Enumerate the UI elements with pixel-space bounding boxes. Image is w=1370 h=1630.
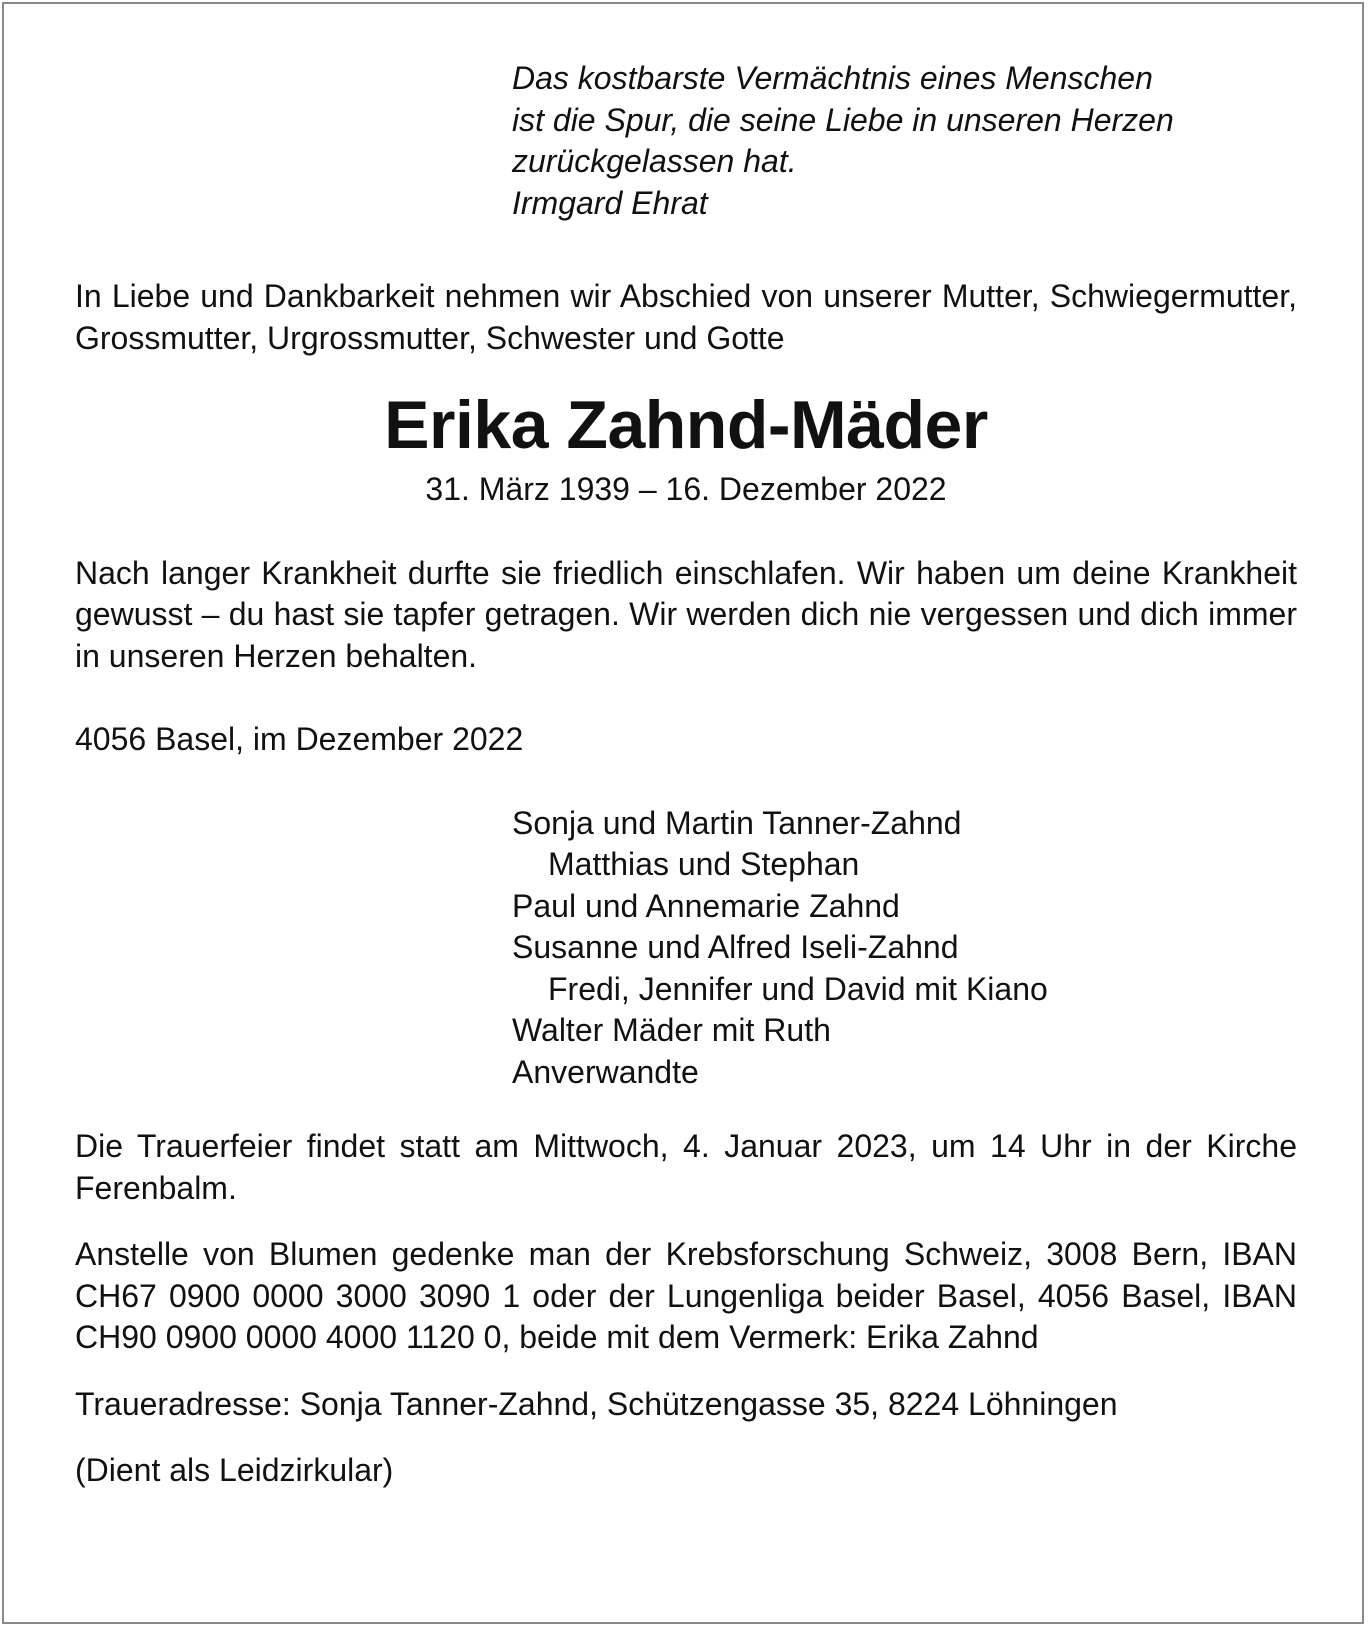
- quote-line: zurückgelassen hat.: [512, 143, 797, 179]
- family-member: Paul und Annemarie Zahnd: [512, 887, 900, 924]
- obituary-notice: [75, 58, 1297, 1492]
- circular-note: (Dient als Leidzirkular): [75, 1452, 394, 1488]
- family-member: Anverwandte: [512, 1053, 699, 1090]
- quote-author: Irmgard Ehrat: [512, 184, 708, 221]
- farewell-message: Nach langer Krankheit durfte sie friedlich einschlafen. Wir haben um deine Krankheit gewusst – du hast sie tapfer getragen. Wir werden dich nie vergessen und dich immer in unseren Herzen behalten.: [75, 554, 1297, 674]
- intro-paragraph: In Liebe und Dankbarkeit nehmen wir Abschied von unserer Mutter, Schwiegermutter, Grossmutter, Urgrossmutter, Schwester und Gotte: [75, 278, 1297, 356]
- donation-info: Anstelle von Blumen gedenke man der Krebsforschung Schweiz, 3008 Bern, IBAN CH67 0900 0000 3000 3090 1 oder der Lungenliga beider Basel, 4056 Basel, IBAN CH90 0900 0000 4000 1120 0, beide mit dem Vermerk: Erika Zahnd: [75, 1236, 1297, 1355]
- family-member: Susanne und Alfred Iseli-Zahnd: [512, 929, 959, 965]
- place-date: 4056 Basel, im Dezember 2022: [75, 721, 524, 757]
- life-dates: 31. März 1939 – 16. Dezember 2022: [425, 471, 947, 507]
- family-member: Sonja und Martin Tanner-Zahnd: [512, 804, 962, 841]
- family-member: Fredi, Jennifer und David mit Kiano: [548, 970, 1048, 1007]
- family-list: [512, 803, 1297, 1094]
- mourning-address: Traueradresse: Sonja Tanner-Zahnd, Schützengasse 35, 8224 Löhningen: [75, 1385, 1118, 1422]
- family-member: Walter Mäder mit Ruth: [512, 1012, 831, 1048]
- quote-line: Das kostbarste Vermächtnis eines Menschen: [512, 60, 1153, 96]
- family-member: Matthias und Stephan: [548, 846, 860, 882]
- deceased-name: Erika Zahnd-Mäder: [384, 387, 988, 463]
- memorial-quote: [512, 58, 1297, 224]
- ceremony-info: Die Trauerfeier findet statt am Mittwoch, 4. Januar 2023, um 14 Uhr in der Kirche Ferenbalm.: [75, 1128, 1297, 1206]
- quote-line: ist die Spur, die seine Liebe in unseren Herzen: [512, 101, 1174, 138]
